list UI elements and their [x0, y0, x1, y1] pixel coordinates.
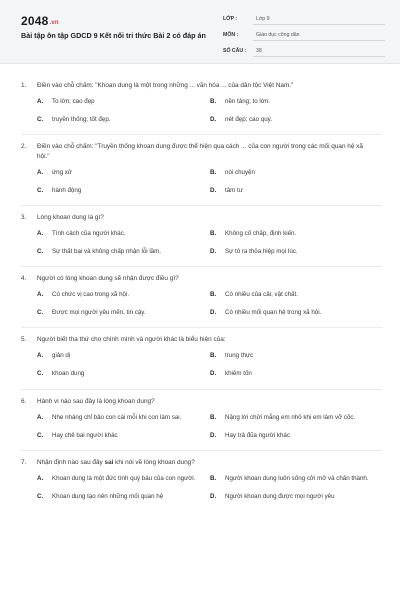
question-text: Hành vi nào sau đây là lòng khoan dung?	[37, 397, 155, 405]
option-letter: A.	[37, 474, 44, 482]
option-text: truyền thống; tốt đẹp.	[52, 115, 111, 123]
option-text: trung thực	[225, 352, 254, 360]
option-d[interactable]	[210, 492, 383, 502]
option-text: khoan dung	[52, 370, 85, 378]
question-text: Điền vào chỗ chấm: "Khoan dung là một trong những ... văn hóa ... của dân tộc Việt Nam."	[37, 82, 294, 89]
question-5	[0, 328, 400, 389]
option-c[interactable]	[37, 115, 210, 125]
option-letter: D.	[210, 431, 217, 439]
option-letter: D.	[210, 370, 217, 378]
question-number: 5.	[21, 336, 27, 344]
option-d[interactable]	[210, 431, 383, 441]
option-b[interactable]	[210, 290, 383, 300]
option-b[interactable]	[210, 168, 383, 178]
option-text: Nặng lời chửi mắng em nhỏ khi em làm vỡ cốc.	[225, 413, 356, 421]
option-a[interactable]	[37, 168, 210, 178]
question-text: Điền vào chỗ chấm: "Truyền thống khoan dung được thể hiện qua cách ... của con người trong các mối quan hệ xã hội."	[37, 143, 363, 160]
option-a[interactable]	[37, 290, 210, 300]
option-text: tâm tư	[225, 186, 243, 194]
meta-question-count	[223, 44, 385, 58]
option-text: giản dị	[52, 352, 71, 360]
option-d[interactable]	[210, 115, 383, 125]
option-letter: C.	[37, 492, 44, 500]
option-d[interactable]	[210, 370, 383, 380]
option-letter: A.	[37, 229, 44, 237]
option-letter: D.	[210, 115, 217, 123]
option-text: Hay chê bai người khác	[52, 431, 118, 439]
question-text	[37, 458, 382, 467]
option-text: Có nhiều mối quan hệ trong xã hội.	[225, 309, 322, 317]
option-letter: B.	[210, 291, 217, 299]
answer-options	[21, 229, 382, 257]
option-d[interactable]	[210, 186, 383, 196]
option-letter: B.	[210, 97, 217, 105]
option-letter: C.	[37, 186, 44, 194]
option-text: Người khoan dung được mọi người yêu	[225, 492, 335, 500]
answer-options	[21, 290, 382, 318]
option-letter: D.	[210, 186, 217, 194]
option-letter: A.	[37, 291, 44, 299]
question-text: Người có lòng khoan dung sẽ nhận được điều gì?	[37, 275, 179, 283]
option-c[interactable]	[37, 186, 210, 196]
option-text: ứng xử	[52, 168, 72, 176]
option-letter: C.	[37, 115, 44, 123]
option-a[interactable]	[37, 352, 210, 362]
question-text-part: khi nói về lòng khoan dung?	[113, 458, 195, 466]
answer-options	[21, 413, 382, 441]
logo-suffix: .vn	[49, 20, 59, 26]
option-text: khiêm tốn	[225, 370, 252, 378]
option-letter: B.	[210, 474, 217, 482]
option-text: hành động	[52, 186, 82, 194]
option-text: Không cố chấp, định kiến.	[225, 229, 297, 237]
option-text: nền tảng; to lớn.	[225, 97, 270, 105]
option-c[interactable]	[37, 308, 210, 318]
option-c[interactable]	[37, 247, 210, 257]
option-d[interactable]	[210, 247, 383, 257]
option-letter: C.	[37, 309, 44, 317]
meta-subject-label: MÔN :	[223, 32, 239, 38]
question-text-part: Nhận định nào sau đây	[37, 458, 105, 466]
option-text: nét đẹp; cao quý.	[225, 115, 273, 123]
option-c[interactable]	[37, 492, 210, 502]
option-b[interactable]	[210, 97, 383, 107]
option-c[interactable]	[37, 431, 210, 441]
option-text: Khoan dung tạo nên những mối quan hệ	[52, 492, 164, 500]
option-text: Người khoan dung luôn sống cởi mở và chân thành.	[225, 474, 369, 482]
option-b[interactable]	[210, 352, 383, 362]
question-3	[0, 206, 400, 267]
option-text: Tính cách của người khác.	[52, 229, 126, 237]
meta-grade-value: Lớp 9	[253, 14, 385, 25]
option-b[interactable]	[210, 229, 383, 239]
option-letter: A.	[37, 168, 44, 176]
option-text: Khoan dung là một đức tính quý báu của con người.	[52, 474, 196, 482]
meta-question-count-label: SỐ CÂU :	[223, 48, 247, 54]
question-4	[0, 267, 400, 328]
option-text: Được mọi người yêu mến, tin cậy.	[52, 309, 146, 317]
question-list	[0, 74, 400, 502]
question-number: 4.	[21, 275, 27, 283]
option-letter: B.	[210, 352, 217, 360]
question-7	[0, 451, 400, 502]
question-1	[0, 74, 400, 135]
question-number: 6.	[21, 397, 27, 405]
option-text: To lớn; cao đẹp	[52, 97, 95, 105]
option-text: Có nhiều của cải, vật chất.	[225, 291, 298, 299]
option-letter: A.	[37, 97, 44, 105]
option-a[interactable]	[37, 413, 210, 423]
question-number: 2.	[21, 143, 27, 151]
option-text: nói chuyện	[225, 168, 255, 176]
option-a[interactable]	[37, 229, 210, 239]
option-letter: C.	[37, 247, 44, 255]
logo-text: 2048	[21, 14, 49, 28]
option-text: Sự tô ra thỏa hiệp mọi lúc.	[225, 247, 298, 255]
meta-grade-label: LỚP :	[223, 16, 238, 22]
answer-options	[21, 97, 382, 125]
meta-question-count-value: 38	[253, 46, 385, 57]
meta-grade	[223, 12, 385, 26]
question-6	[0, 390, 400, 451]
question-text-emphasis: sai	[104, 458, 114, 466]
option-a[interactable]	[37, 97, 210, 107]
option-text: Nhẹ nhàng chỉ bảo con cái mỗi khi con làm sai.	[52, 413, 182, 421]
answer-options	[21, 168, 382, 196]
option-b[interactable]	[210, 413, 383, 423]
option-d[interactable]	[210, 308, 383, 318]
option-text: Có chức vị cao trong xã hội.	[52, 291, 130, 299]
option-text: Hay trả đũa người khác	[225, 431, 290, 439]
question-number: 1.	[21, 82, 27, 89]
option-letter: D.	[210, 247, 217, 255]
option-letter: C.	[37, 431, 44, 439]
option-letter: A.	[37, 413, 44, 421]
option-letter: D.	[210, 309, 217, 317]
option-letter: C.	[37, 370, 44, 378]
site-logo[interactable]	[21, 14, 59, 28]
meta-subject-value: Giáo dục công dân	[253, 30, 385, 41]
option-letter: D.	[210, 492, 217, 500]
answer-options	[21, 474, 382, 502]
question-number: 3.	[21, 213, 27, 221]
option-a[interactable]	[37, 474, 210, 484]
answer-options	[21, 352, 382, 380]
question-text: Lòng khoan dung là gì?	[37, 213, 104, 221]
document-header	[0, 0, 400, 64]
option-letter: B.	[210, 168, 217, 176]
option-letter: B.	[210, 229, 217, 237]
option-letter: A.	[37, 352, 44, 360]
option-c[interactable]	[37, 370, 210, 380]
option-b[interactable]	[210, 474, 383, 484]
option-text: Sự thất bại và không chấp nhận lỗi lầm.	[52, 247, 162, 255]
question-2	[0, 135, 400, 206]
question-text: Người biết tha thứ cho chính mình và người khác là biểu hiện của:	[37, 336, 226, 344]
meta-subject	[223, 28, 385, 42]
option-letter: B.	[210, 413, 217, 421]
question-number: 7.	[21, 458, 27, 466]
page-title: Bài tập ôn tập GDCD 9 Kết nối tri thức Bài 2 có đáp án	[21, 31, 206, 40]
